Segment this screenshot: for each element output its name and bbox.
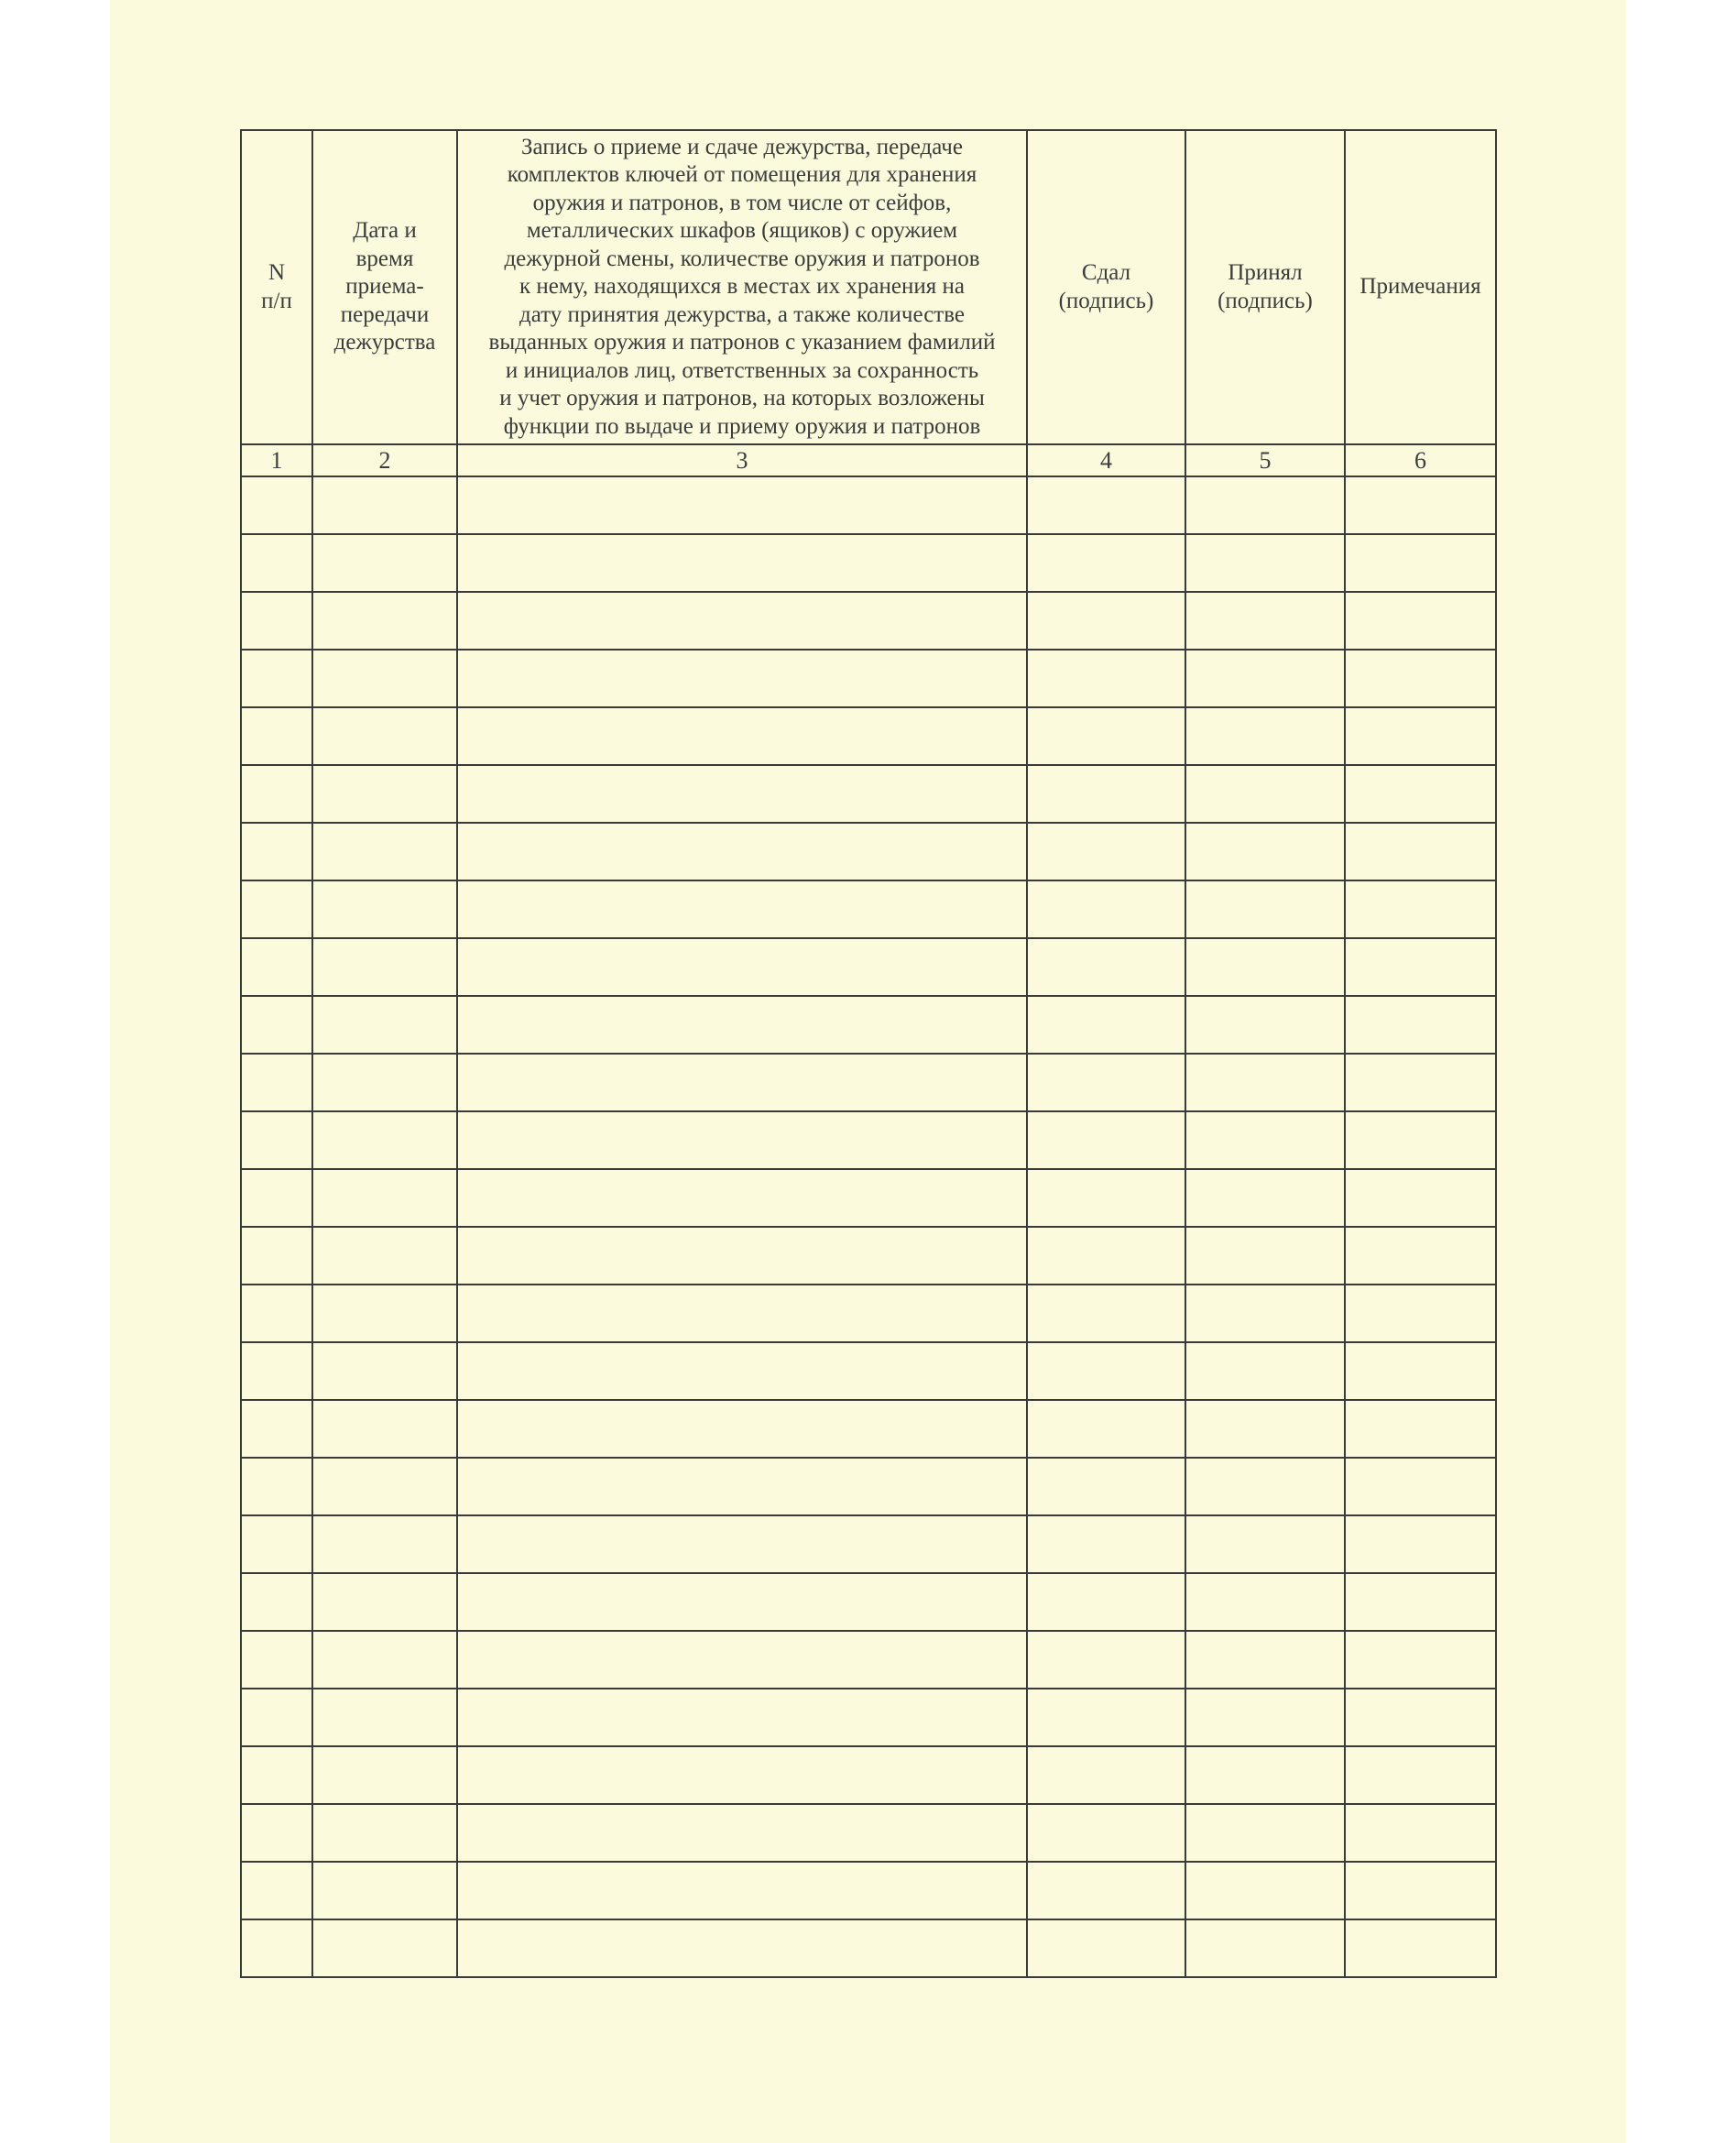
table-cell	[312, 996, 457, 1054]
table-cell	[312, 1631, 457, 1689]
table-row	[241, 707, 1496, 765]
table-row	[241, 1169, 1496, 1227]
column-number: 5	[1185, 444, 1345, 476]
table-cell	[1027, 765, 1185, 823]
table-cell	[312, 1342, 457, 1400]
header-notes: Примечания	[1345, 130, 1496, 444]
table-cell	[312, 1054, 457, 1111]
table-cell	[241, 823, 312, 880]
header-accepted: Принял (подпись)	[1185, 130, 1345, 444]
table-cell	[1185, 1169, 1345, 1227]
table-cell	[312, 1285, 457, 1342]
table-cell	[1027, 476, 1185, 534]
table-cell	[241, 650, 312, 707]
table-cell	[1027, 1746, 1185, 1804]
table-cell	[241, 1804, 312, 1862]
table-row	[241, 1746, 1496, 1804]
table-cell	[1345, 765, 1496, 823]
column-number: 1	[241, 444, 312, 476]
table-cell	[457, 765, 1027, 823]
table-row	[241, 1458, 1496, 1515]
table-row	[241, 880, 1496, 938]
table-cell	[1027, 1631, 1185, 1689]
table-row	[241, 938, 1496, 996]
table-cell	[457, 1573, 1027, 1631]
table-row	[241, 1689, 1496, 1746]
table-cell	[1027, 996, 1185, 1054]
table-cell	[1027, 1689, 1185, 1746]
table-cell	[457, 823, 1027, 880]
table-cell	[1185, 1285, 1345, 1342]
table-cell	[241, 1227, 312, 1285]
table-row	[241, 476, 1496, 534]
table-cell	[1345, 1919, 1496, 1977]
table-cell	[1027, 1054, 1185, 1111]
table-cell	[312, 1227, 457, 1285]
table-cell	[312, 1862, 457, 1919]
table-cell	[312, 938, 457, 996]
table-cell	[241, 1111, 312, 1169]
table-row	[241, 1515, 1496, 1573]
table-cell	[312, 1458, 457, 1515]
table-cell	[312, 765, 457, 823]
table-row	[241, 1862, 1496, 1919]
table-row	[241, 823, 1496, 880]
column-number: 6	[1345, 444, 1496, 476]
table-cell	[1345, 534, 1496, 592]
table-cell	[241, 707, 312, 765]
table-cell	[1345, 1169, 1496, 1227]
table-cell	[241, 592, 312, 650]
table-cell	[1185, 1746, 1345, 1804]
header-record: Запись о приеме и сдаче дежурства, передаче комплектов ключей от помещения для хранения оружия и патронов, в том числе от сейфов, металлических шкафов (ящиков) с оружием дежурной смены, количестве оружия и патронов к нему, находящихся в местах их хранения на дату принятия дежурства, а также количестве выданных оружия и патронов с указанием фамилий и инициалов лиц, ответственных за сохранность и учет оружия и патронов, на которых возложены функции по выдаче и приему оружия и патронов	[457, 130, 1027, 444]
table-cell	[1345, 1746, 1496, 1804]
table-cell	[1185, 1631, 1345, 1689]
table-cell	[457, 1631, 1027, 1689]
table-cell	[312, 1515, 457, 1573]
table-cell	[312, 823, 457, 880]
table-cell	[1185, 650, 1345, 707]
table-cell	[457, 707, 1027, 765]
table-cell	[312, 880, 457, 938]
header-number: N п/п	[241, 130, 312, 444]
table-cell	[1185, 707, 1345, 765]
table-cell	[1027, 1515, 1185, 1573]
table-cell	[1027, 1804, 1185, 1862]
table-cell	[1027, 1573, 1185, 1631]
table-cell	[1027, 592, 1185, 650]
column-number-row	[241, 444, 1496, 476]
table-cell	[457, 1746, 1027, 1804]
table-cell	[457, 1285, 1027, 1342]
table-cell	[312, 707, 457, 765]
table-cell	[1027, 650, 1185, 707]
table-cell	[312, 592, 457, 650]
table-cell	[1345, 1111, 1496, 1169]
table-cell	[1345, 1458, 1496, 1515]
table-row	[241, 1342, 1496, 1400]
table-cell	[1345, 1227, 1496, 1285]
table-row	[241, 1285, 1496, 1342]
table-cell	[241, 1285, 312, 1342]
table-cell	[1345, 1862, 1496, 1919]
table-cell	[457, 650, 1027, 707]
table-cell	[241, 1169, 312, 1227]
table-cell	[1345, 880, 1496, 938]
table-cell	[1185, 1515, 1345, 1573]
table-cell	[457, 1515, 1027, 1573]
table-cell	[241, 1342, 312, 1400]
table-cell	[1185, 765, 1345, 823]
table-cell	[1185, 1400, 1345, 1458]
table-cell	[241, 996, 312, 1054]
table-cell	[312, 650, 457, 707]
table-cell	[1027, 1285, 1185, 1342]
table-cell	[312, 1804, 457, 1862]
table-row	[241, 1631, 1496, 1689]
table-cell	[1345, 996, 1496, 1054]
document-page	[110, 0, 1626, 2143]
table-cell	[457, 1227, 1027, 1285]
table-row	[241, 1111, 1496, 1169]
table-cell	[457, 1111, 1027, 1169]
table-cell	[1345, 1515, 1496, 1573]
table-cell	[241, 1746, 312, 1804]
table-cell	[1345, 1631, 1496, 1689]
table-cell	[1185, 880, 1345, 938]
table-cell	[312, 1169, 457, 1227]
table-cell	[241, 1573, 312, 1631]
table-cell	[1185, 1458, 1345, 1515]
table-cell	[1345, 1285, 1496, 1342]
table-row	[241, 1919, 1496, 1977]
table-cell	[1345, 707, 1496, 765]
table-row	[241, 1400, 1496, 1458]
table-cell	[1027, 938, 1185, 996]
header-date-time: Дата и время приема- передачи дежурства	[312, 130, 457, 444]
table-cell	[1027, 1227, 1185, 1285]
table-cell	[1185, 1111, 1345, 1169]
table-cell	[457, 476, 1027, 534]
table-cell	[1027, 1458, 1185, 1515]
table-cell	[312, 1689, 457, 1746]
table-cell	[457, 1919, 1027, 1977]
table-cell	[241, 1689, 312, 1746]
table-cell	[1027, 823, 1185, 880]
table-cell	[457, 1400, 1027, 1458]
table-cell	[241, 1515, 312, 1573]
table-body	[241, 476, 1496, 1977]
table-cell	[1185, 1804, 1345, 1862]
table-cell	[1027, 1919, 1185, 1977]
table-cell	[1185, 1573, 1345, 1631]
table-cell	[1185, 1227, 1345, 1285]
table-cell	[1345, 650, 1496, 707]
table-cell	[457, 592, 1027, 650]
header-handed-over: Сдал (подпись)	[1027, 130, 1185, 444]
table-cell	[312, 1400, 457, 1458]
table-cell	[1185, 476, 1345, 534]
table-cell	[241, 1919, 312, 1977]
table-cell	[457, 880, 1027, 938]
table-cell	[1027, 534, 1185, 592]
duty-log-table	[240, 129, 1497, 1978]
table-cell	[241, 534, 312, 592]
table-cell	[457, 1804, 1027, 1862]
table-cell	[1185, 592, 1345, 650]
table-cell	[241, 880, 312, 938]
table-cell	[241, 1862, 312, 1919]
table-cell	[1185, 938, 1345, 996]
table-cell	[312, 476, 457, 534]
table-cell	[241, 765, 312, 823]
table-row	[241, 1054, 1496, 1111]
table-cell	[241, 938, 312, 996]
table-cell	[1345, 1689, 1496, 1746]
table-cell	[1185, 1919, 1345, 1977]
table-cell	[457, 938, 1027, 996]
table-cell	[312, 1111, 457, 1169]
table-cell	[1027, 1400, 1185, 1458]
table-cell	[1185, 1054, 1345, 1111]
column-number: 4	[1027, 444, 1185, 476]
table-row	[241, 1573, 1496, 1631]
table-row	[241, 996, 1496, 1054]
table-cell	[312, 1919, 457, 1977]
table-cell	[241, 1400, 312, 1458]
table-cell	[312, 1746, 457, 1804]
column-number: 3	[457, 444, 1027, 476]
table-cell	[241, 476, 312, 534]
table-row	[241, 592, 1496, 650]
table-cell	[241, 1458, 312, 1515]
table-cell	[457, 1169, 1027, 1227]
table-cell	[1027, 707, 1185, 765]
table-cell	[1185, 1862, 1345, 1919]
table-cell	[312, 534, 457, 592]
table-cell	[457, 996, 1027, 1054]
table-cell	[457, 1342, 1027, 1400]
table-cell	[241, 1054, 312, 1111]
table-cell	[457, 1689, 1027, 1746]
table-cell	[1345, 592, 1496, 650]
table-cell	[312, 1573, 457, 1631]
table-cell	[1345, 1804, 1496, 1862]
table-cell	[241, 1631, 312, 1689]
table-cell	[1345, 1573, 1496, 1631]
table-row	[241, 765, 1496, 823]
table-cell	[457, 534, 1027, 592]
table-cell	[1345, 1342, 1496, 1400]
table-cell	[1185, 1689, 1345, 1746]
table-row	[241, 650, 1496, 707]
table-row	[241, 1227, 1496, 1285]
table-cell	[1027, 1169, 1185, 1227]
table-cell	[1185, 996, 1345, 1054]
table-cell	[1185, 823, 1345, 880]
table-cell	[1345, 1054, 1496, 1111]
table-cell	[457, 1862, 1027, 1919]
table-cell	[457, 1054, 1027, 1111]
table-row	[241, 1804, 1496, 1862]
column-number: 2	[312, 444, 457, 476]
table-cell	[1027, 1342, 1185, 1400]
table-cell	[1185, 1342, 1345, 1400]
table-header-row	[241, 130, 1496, 444]
table-cell	[1027, 1862, 1185, 1919]
table-cell	[1027, 880, 1185, 938]
table-row	[241, 534, 1496, 592]
table-cell	[1185, 534, 1345, 592]
table-cell	[1345, 476, 1496, 534]
table-cell	[1345, 1400, 1496, 1458]
table-cell	[457, 1458, 1027, 1515]
table-cell	[1345, 938, 1496, 996]
table-cell	[1345, 823, 1496, 880]
table-cell	[1027, 1111, 1185, 1169]
